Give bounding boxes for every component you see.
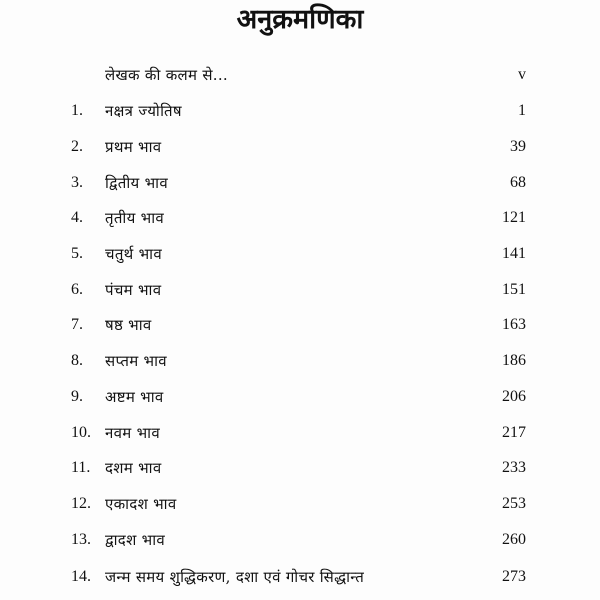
toc-page-number: 1 <box>518 102 526 119</box>
toc-entry-label: चतुर्थ भाव <box>105 245 162 263</box>
toc-entry-label: प्रथम भाव <box>105 138 162 156</box>
toc-entry-label: जन्म समय शुद्धिकरण, दशा एवं गोचर सिद्धान्त <box>105 568 365 586</box>
toc-page-number: 39 <box>510 138 526 155</box>
toc-entry-number: 3. <box>71 174 83 191</box>
toc-page-number: 151 <box>502 281 526 298</box>
toc-entry-number: 11. <box>71 459 91 476</box>
toc-entry-label: अष्टम भाव <box>105 388 164 406</box>
toc-entry-number: 6. <box>71 281 83 298</box>
toc-entry-number: 13. <box>71 531 91 548</box>
toc-entry-number: 8. <box>71 352 83 369</box>
toc-entry <box>0 489 600 519</box>
toc-entry <box>0 525 600 555</box>
toc-entry-number: 7. <box>71 316 83 333</box>
toc-page-number: 186 <box>502 352 526 369</box>
toc-page-number: 217 <box>502 424 526 441</box>
toc-entry <box>0 562 600 592</box>
toc-entry-number: 12. <box>71 495 91 512</box>
page-title: अनुक्रमणिका <box>236 4 364 35</box>
toc-entry-label: नवम भाव <box>105 424 160 442</box>
toc-page-number: 141 <box>502 245 526 262</box>
toc-page-number: v <box>518 66 526 83</box>
toc-entry-label: तृतीय भाव <box>105 209 165 227</box>
toc-entry <box>0 132 600 162</box>
toc-page-number: 206 <box>502 388 526 405</box>
toc-entry <box>0 96 600 126</box>
toc-entry-number: 4. <box>71 209 83 226</box>
toc-page-number: 253 <box>502 495 526 512</box>
toc-entry <box>0 168 600 198</box>
toc-page-number: 233 <box>502 459 526 476</box>
toc-page-number: 273 <box>502 568 526 585</box>
toc-entry-number: 14. <box>71 568 91 585</box>
toc-entry <box>0 418 600 448</box>
toc-entry-label: एकादश भाव <box>105 495 177 513</box>
toc-entry-number: 10. <box>71 424 91 441</box>
toc-entry-label: नक्षत्र ज्योतिष <box>105 102 182 120</box>
toc-entry <box>0 310 600 340</box>
toc-entry-label: दशम भाव <box>105 459 162 477</box>
toc-entry <box>0 203 600 233</box>
toc-entry-label: द्वादश भाव <box>105 531 166 549</box>
toc-entry-label: सप्तम भाव <box>105 352 167 370</box>
toc-entry-label: द्वितीय भाव <box>105 174 168 192</box>
toc-preface-row <box>0 60 600 90</box>
toc-entry-number: 5. <box>71 245 83 262</box>
toc-entry <box>0 346 600 376</box>
toc-entry-number: 2. <box>71 138 83 155</box>
toc-page-number: 68 <box>510 174 526 191</box>
toc-entry-number: 9. <box>71 388 83 405</box>
toc-page-number: 260 <box>502 531 526 548</box>
toc-entry-label: षष्ठ भाव <box>105 316 152 334</box>
toc-entry-label: पंचम भाव <box>105 281 162 299</box>
toc-entry <box>0 382 600 412</box>
toc-entry <box>0 275 600 305</box>
toc-entry <box>0 453 600 483</box>
toc-page-number: 163 <box>502 316 526 333</box>
toc-entry <box>0 239 600 269</box>
toc-entry-label: लेखक की कलम से... <box>105 66 228 84</box>
toc-page-number: 121 <box>502 209 526 226</box>
toc-entry-number: 1. <box>71 102 83 119</box>
